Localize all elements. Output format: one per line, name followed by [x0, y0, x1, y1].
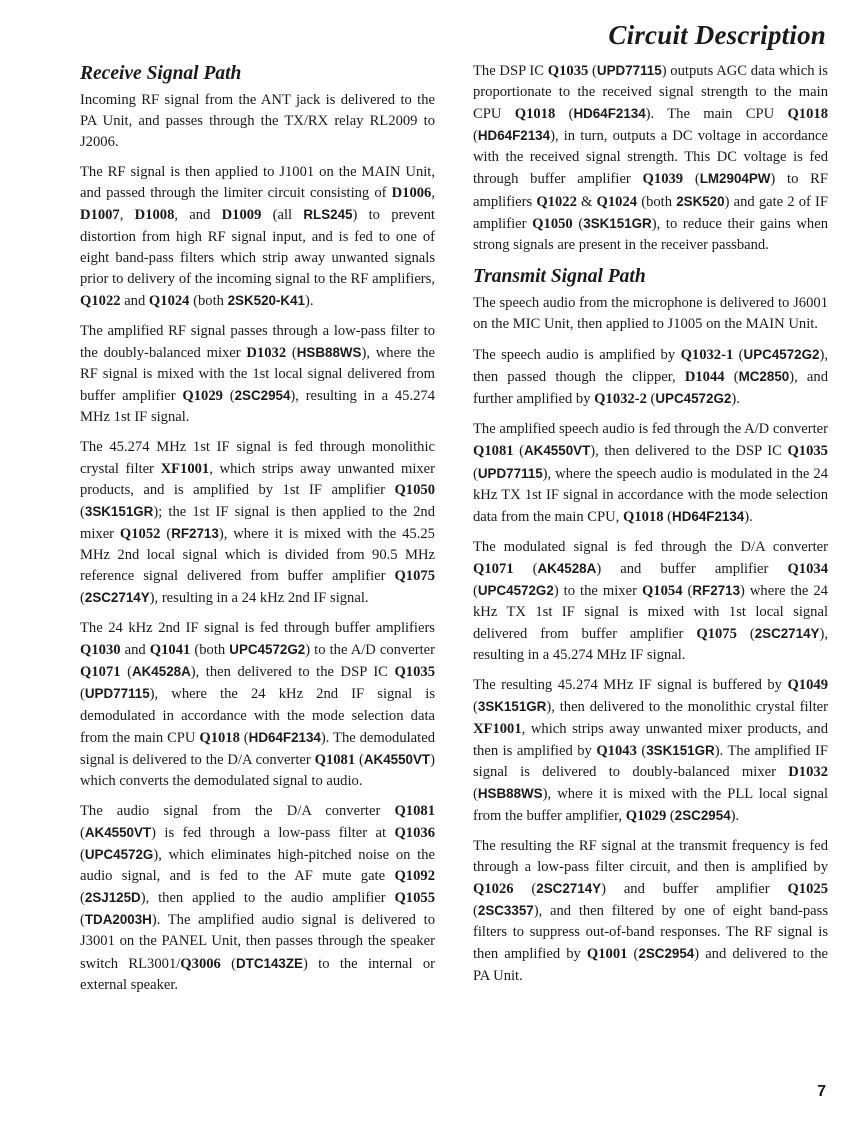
component-ref: Q1022: [536, 193, 577, 210]
component-ref: Q1075: [696, 626, 737, 643]
transmit-section-title: Transmit Signal Path: [473, 265, 646, 287]
part-number: UPD77115: [84, 686, 150, 702]
component-ref: D1009: [221, 207, 262, 224]
part-number: UPC4572G2: [229, 642, 306, 658]
part-number: 3SK151GR: [477, 699, 547, 715]
component-ref: D1007: [80, 207, 120, 224]
component-ref: Q1026: [473, 881, 514, 898]
component-ref: D1006: [391, 185, 432, 202]
component-ref: Q1024: [596, 193, 638, 210]
part-number: AK4528A: [537, 560, 597, 576]
part-number: UPD77115: [596, 63, 662, 78]
component-ref: Q1001: [586, 946, 628, 963]
component-ref: Q1050: [532, 215, 573, 232]
part-number: HD64F2134: [248, 729, 321, 745]
component-ref: XF1001: [473, 720, 522, 737]
part-number: 2SC2714Y: [536, 881, 602, 897]
part-number: 2SK520: [676, 193, 725, 209]
component-ref: Q1071: [80, 664, 121, 681]
part-number: HD64F2134: [477, 128, 551, 144]
component-ref: Q1041: [149, 642, 191, 659]
component-ref: Q1018: [787, 106, 828, 123]
component-ref: Q1075: [394, 567, 435, 584]
part-number: UPC4572G2: [655, 391, 732, 407]
component-ref: Q1036: [394, 825, 435, 841]
component-ref: Q1039: [642, 171, 684, 188]
part-number: 2SC2714Y: [84, 590, 150, 606]
part-number: HD64F2134: [672, 508, 745, 524]
part-number: RF2713: [171, 525, 219, 541]
part-number: 2SK520-K41: [227, 292, 305, 308]
left-column: [80, 60, 435, 1005]
part-number: DTC143ZE: [236, 955, 303, 971]
part-number: 2SC2954: [638, 946, 695, 962]
component-ref: D1008: [134, 207, 175, 224]
part-number: HSB88WS: [296, 345, 362, 361]
component-ref: Q1032-1: [680, 347, 734, 364]
component-ref: Q1024: [148, 292, 190, 309]
part-number: RF2713: [692, 582, 741, 598]
paragraph: The RF signal is then applied to J1001 on the MAIN Unit, and passed through the limiter circuit consisting of D1006, D1007, D1008, and D1009 (all RLS245) to prevent distortion from high RF signal input, and is fed to one of eight band-pass filters which strip away unwanted signals prior to delivery of the incoming signal to the RF amplifiers, Q1022 and Q1024 (both 2SK520-K41).: [80, 164, 435, 309]
paragraph: The 24 kHz 2nd IF signal is fed through buffer amplifiers Q1030 and Q1041 (both UPC4572G2) to the A/D converter Q1071 (AK4528A), then delivered to the DSP IC Q1035 (UPD77115), where the 24 kHz 2nd IF signal is demodulated in accordance with the mode selection data from the main CPU Q1018 (HD64F2134). The demodulated signal is delivered to the D/A converter Q1081 (AK4550VT) which converts the demodulated signal to audio.: [80, 620, 436, 789]
paragraph: The audio signal from the D/A converter Q1081 (AK4550VT) is fed through a low-pass filter at Q1036 (UPC4572G), which eliminates high-pitched noise on the audio signal, and is fed to the AF mute gate Q1092 (2SJ125D), then applied to the audio amplifier Q1055 (TDA2003H). The amplified audio signal is delivered to J3001 on the PANEL Unit, then passes through the speaker switch RL3001/Q3006 (DTC143ZE) to the internal or external speaker.: [80, 802, 435, 993]
paragraph: The DSP IC Q1035 (UPD77115) outputs AGC data which is proportionate to the received signal strength to the main CPU Q1018 (HD64F2134). The main CPU Q1018 (HD64F2134), in turn, outputs a DC voltage in accordance with the received signal strength. This DC voltage is fed through buffer amplifier Q1039 (LM2904PW) to RF amplifiers Q1022 & Q1024 (both 2SK520) and gate 2 of IF amplifier Q1050 (3SK151GR), to reduce their gains when strong signals are present in the receiver passband.: [473, 63, 828, 253]
part-number: 3SK151GR: [583, 215, 652, 231]
part-number: 2SC2954: [674, 807, 731, 823]
paragraph: The amplified speech audio is fed through the A/D converter Q1081 (AK4550VT), then delivered to the DSP IC Q1035 (UPD77115), where the speech audio is modulated in the 24 kHz TX 1st IF signal in accordance with the mode selection data from the main CPU, Q1018 (HD64F2134).: [473, 421, 828, 525]
component-ref: Q1018: [622, 508, 664, 525]
part-number: UPD77115: [477, 465, 543, 481]
part-number: UPC4572G: [84, 847, 154, 863]
page-title: Circuit Description: [608, 20, 826, 50]
paragraph: The amplified RF signal passes through a low-pass filter to the doubly-balanced mixer D1032 (HSB88WS), where the RF signal is mixed with the 1st local signal delivered from buffer amplifier Q1029 (2SC2954), resulting in a 45.274 MHz 1st IF signal.: [80, 322, 436, 426]
component-ref: Q1055: [394, 890, 435, 907]
component-ref: Q1018: [514, 106, 556, 123]
part-number: 3SK151GR: [84, 503, 154, 519]
paragraph: The speech audio is amplified by Q1032-1 (UPC4572G2), then passed though the clipper, D1044 (MC2850), and further amplified by Q1032-2 (UPC4572G2).: [473, 347, 828, 408]
part-number: UPC4572G2: [743, 347, 820, 363]
component-ref: Q1029: [625, 807, 667, 824]
component-ref: D1032: [246, 345, 287, 362]
component-ref: Q1035: [547, 63, 589, 79]
component-ref: Q1043: [596, 742, 637, 759]
component-ref: Q1034: [787, 560, 828, 577]
part-number: MC2850: [738, 369, 790, 385]
part-number: UPC4572G2: [477, 582, 554, 598]
receive-paragraphs: [80, 90, 435, 996]
component-ref: Q1018: [199, 729, 240, 746]
part-number: LM2904PW: [699, 171, 771, 187]
component-ref: Q1035: [787, 443, 828, 460]
part-number: HSB88WS: [477, 785, 543, 801]
component-ref: Q1052: [119, 525, 161, 542]
paragraph: The resulting the RF signal at the transmit frequency is fed through a low-pass filter circuit, and then is amplified by Q1026 (2SC2714Y) and buffer amplifier Q1025 (2SC3357), and then filtered by one of eight band-pass filters to suppress out-of-band responses. The RF signal is then amplified by Q1001 (2SC2954) and delivered to the PA Unit.: [473, 838, 828, 984]
paragraph: Incoming RF signal from the ANT jack is delivered to the PA Unit, and passes through the TX/RX relay RL2009 to J2006.: [80, 92, 435, 151]
agc-paragraphs: [473, 60, 828, 256]
component-ref: XF1001: [160, 460, 210, 477]
part-number: 2SC2714Y: [754, 626, 820, 642]
part-number: AK4550VT: [84, 825, 152, 840]
component-ref: Q1071: [473, 560, 514, 577]
component-ref: Q1049: [787, 677, 828, 694]
component-ref: Q1081: [394, 802, 435, 819]
part-number: RLS245: [303, 207, 353, 223]
component-ref: Q3006: [180, 955, 221, 972]
component-ref: Q1035: [394, 664, 435, 681]
component-ref: D1032: [788, 763, 828, 780]
component-ref: D1044: [684, 369, 725, 386]
part-number: 2SC2954: [234, 388, 291, 404]
part-number: HD64F2134: [573, 106, 646, 122]
part-number: 3SK151GR: [646, 742, 715, 758]
component-ref: Q1081: [314, 751, 356, 768]
paragraph: The modulated signal is fed through the D/A converter Q1071 (AK4528A) and buffer amplifier Q1034 (UPC4572G2) to the mixer Q1054 (RF2713) where the 24 kHz TX 1st IF signal is mixed with 1st local signal delivered from buffer amplifier Q1075 (2SC2714Y), resulting in a 45.274 MHz IF signal.: [473, 538, 828, 664]
paragraph: The 45.274 MHz 1st IF signal is fed through monolithic crystal filter XF1001, which strips away unwanted mixer products, and is amplified by 1st IF amplifier Q1050 (3SK151GR); the 1st IF signal is then applied to the 2nd mixer Q1052 (RF2713), where it is mixed with the 45.25 MHz 2nd local signal which is divided from 90.5 MHz reference signal delivered from buffer amplifier Q1075 (2SC2714Y), resulting in a 24 kHz 2nd IF signal.: [80, 439, 436, 607]
page-number: 7: [817, 1083, 826, 1100]
receive-section-title: Receive Signal Path: [80, 63, 242, 84]
part-number: AK4528A: [131, 664, 191, 680]
part-number: AK4550VT: [363, 751, 431, 767]
part-number: 2SJ125D: [84, 890, 141, 906]
part-number: TDA2003H: [84, 912, 152, 928]
component-ref: Q1030: [80, 642, 121, 659]
component-ref: Q1025: [787, 881, 828, 898]
paragraph: The resulting 45.274 MHz IF signal is buffered by Q1049 (3SK151GR), then delivered to the monolithic crystal filter XF1001, which strips away unwanted mixer products, and then is amplified by Q1043 (3SK151GR). The amplified IF signal is delivered to doubly-balanced mixer D1032 (HSB88WS), where it is mixed with the PLL local signal from the buffer amplifier, Q1029 (2SC2954).: [473, 677, 829, 824]
component-ref: Q1054: [641, 582, 683, 599]
part-number: AK4550VT: [524, 443, 591, 459]
component-ref: Q1050: [394, 481, 435, 498]
component-ref: Q1081: [473, 443, 514, 460]
component-ref: Q1029: [182, 388, 223, 405]
part-number: 2SC3357: [477, 903, 534, 919]
component-ref: Q1022: [80, 292, 121, 309]
paragraph: The speech audio from the microphone is delivered to J6001 on the MIC Unit, then applied to J1005 on the MAIN Unit.: [473, 294, 828, 332]
component-ref: Q1092: [394, 868, 435, 885]
transmit-paragraphs: [473, 293, 828, 987]
component-ref: Q1032-2: [594, 391, 647, 408]
right-column: [473, 60, 828, 996]
